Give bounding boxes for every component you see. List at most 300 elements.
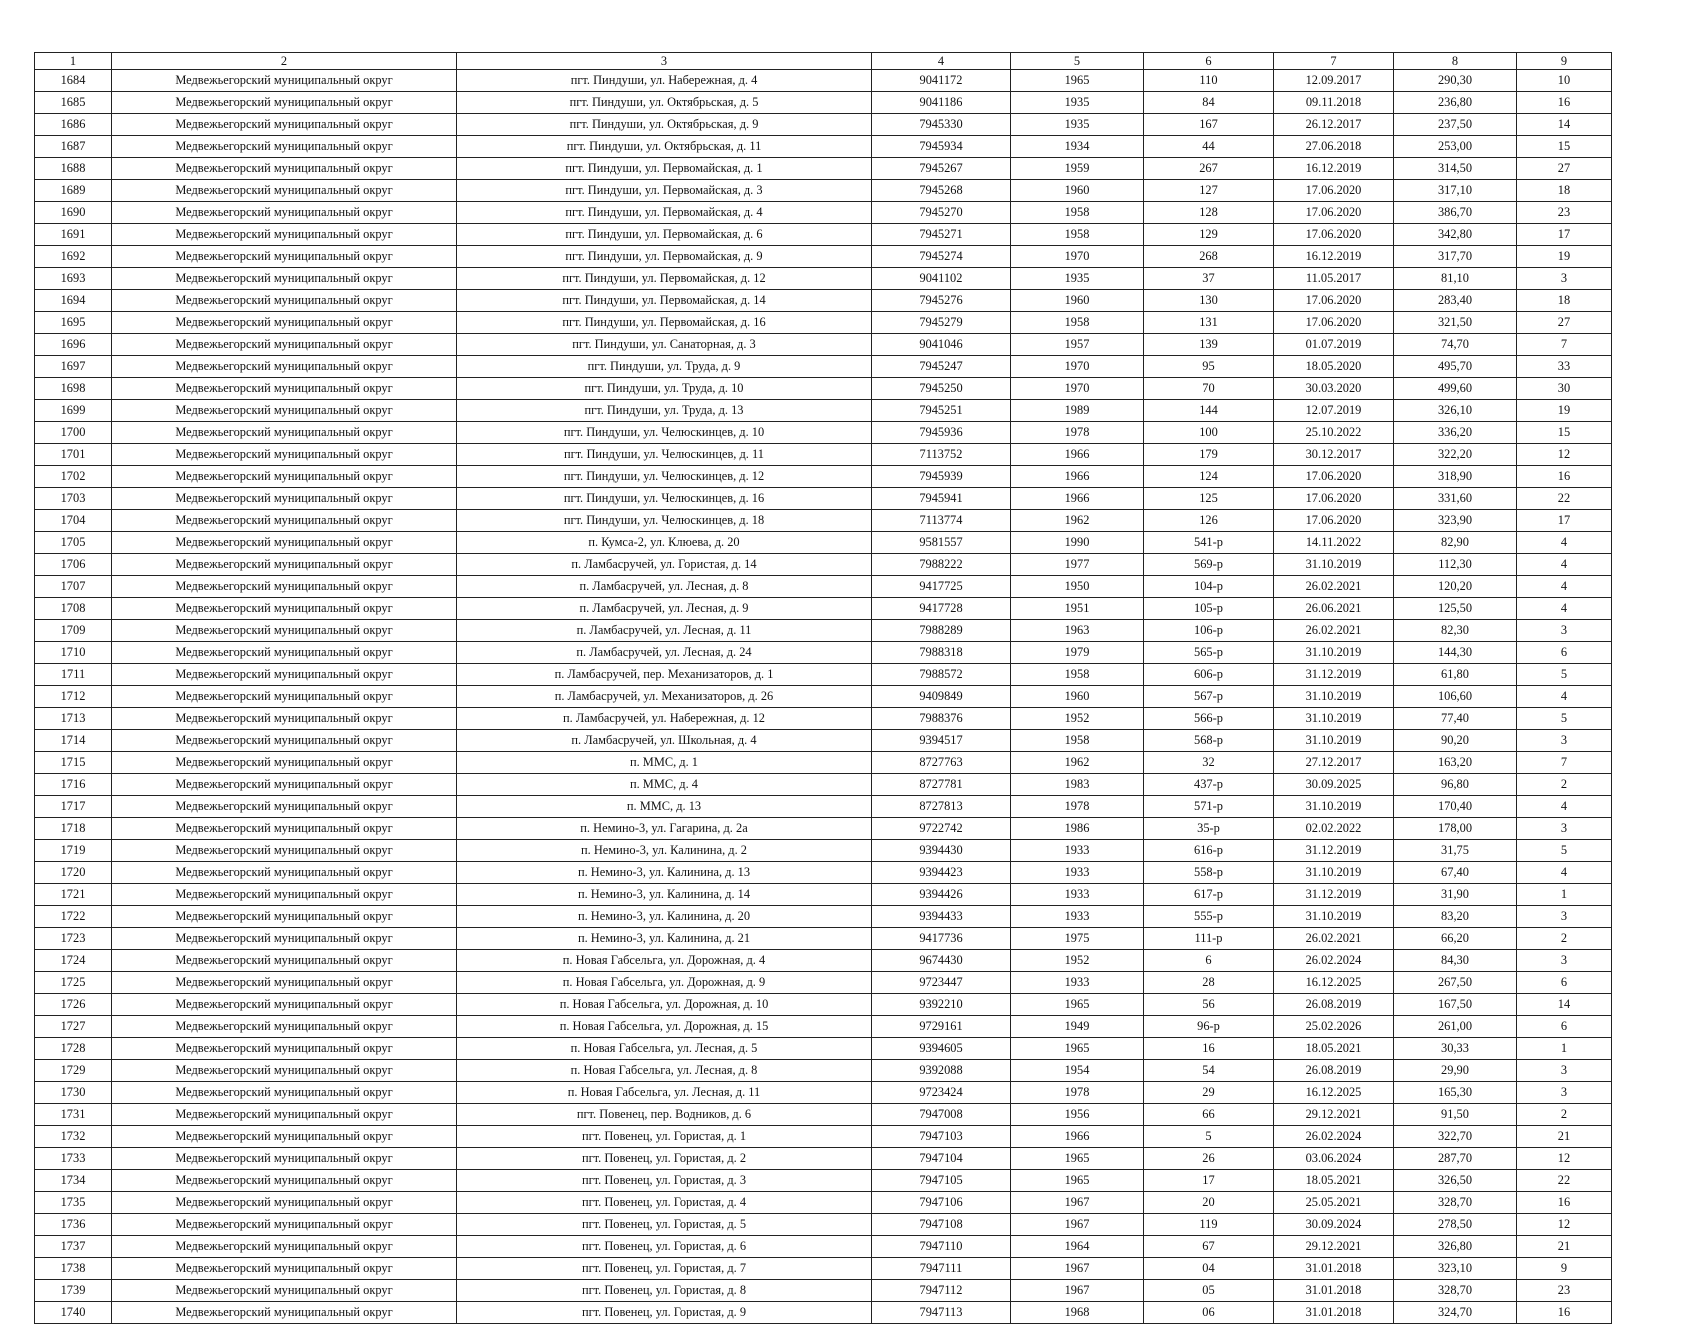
document-number-cell: 105-р	[1144, 598, 1274, 620]
address-cell: пгт. Пиндуши, ул. Труда, д. 10	[457, 378, 872, 400]
document-number-cell: 130	[1144, 290, 1274, 312]
year-built-cell: 1965	[1011, 1148, 1144, 1170]
residents-cell: 23	[1517, 202, 1612, 224]
building-id-cell: 7945268	[872, 180, 1011, 202]
year-built-cell: 1935	[1011, 114, 1144, 136]
building-id-cell: 7945247	[872, 356, 1011, 378]
address-cell: пгт. Пиндуши, ул. Челюскинцев, д. 10	[457, 422, 872, 444]
row-number-cell: 1689	[35, 180, 112, 202]
residents-cell: 4	[1517, 576, 1612, 598]
table-row	[35, 664, 1612, 686]
building-id-cell: 9394426	[872, 884, 1011, 906]
table-row	[35, 202, 1612, 224]
district-cell: Медвежьегорский муниципальный округ	[112, 818, 457, 840]
building-id-cell: 9041102	[872, 268, 1011, 290]
residents-cell: 9	[1517, 1258, 1612, 1280]
residents-cell: 1	[1517, 1038, 1612, 1060]
column-header: 7	[1274, 53, 1394, 70]
address-cell: пгт. Повенец, ул. Гористая, д. 7	[457, 1258, 872, 1280]
year-built-cell: 1956	[1011, 1104, 1144, 1126]
document-number-cell: 606-р	[1144, 664, 1274, 686]
building-id-cell: 9417728	[872, 598, 1011, 620]
row-number-cell: 1686	[35, 114, 112, 136]
date-cell: 31.01.2018	[1274, 1280, 1394, 1302]
date-cell: 12.09.2017	[1274, 70, 1394, 92]
area-cell: 342,80	[1394, 224, 1517, 246]
building-id-cell: 7947110	[872, 1236, 1011, 1258]
document-number-cell: 124	[1144, 466, 1274, 488]
date-cell: 11.05.2017	[1274, 268, 1394, 290]
year-built-cell: 1933	[1011, 884, 1144, 906]
address-cell: пгт. Пиндуши, ул. Набережная, д. 4	[457, 70, 872, 92]
area-cell: 290,30	[1394, 70, 1517, 92]
building-id-cell: 9394430	[872, 840, 1011, 862]
date-cell: 16.12.2019	[1274, 246, 1394, 268]
date-cell: 02.02.2022	[1274, 818, 1394, 840]
document-number-cell: 104-р	[1144, 576, 1274, 598]
row-number-cell: 1710	[35, 642, 112, 664]
residents-cell: 3	[1517, 1060, 1612, 1082]
date-cell: 31.10.2019	[1274, 686, 1394, 708]
residents-cell: 7	[1517, 752, 1612, 774]
date-cell: 26.02.2021	[1274, 576, 1394, 598]
year-built-cell: 1954	[1011, 1060, 1144, 1082]
date-cell: 27.06.2018	[1274, 136, 1394, 158]
year-built-cell: 1966	[1011, 1126, 1144, 1148]
district-cell: Медвежьегорский муниципальный округ	[112, 378, 457, 400]
building-id-cell: 9417725	[872, 576, 1011, 598]
table-row	[35, 1280, 1612, 1302]
area-cell: 90,20	[1394, 730, 1517, 752]
date-cell: 31.10.2019	[1274, 554, 1394, 576]
address-cell: пгт. Пиндуши, ул. Челюскинцев, д. 18	[457, 510, 872, 532]
table-row	[35, 1192, 1612, 1214]
area-cell: 323,10	[1394, 1258, 1517, 1280]
date-cell: 31.12.2019	[1274, 664, 1394, 686]
building-id-cell: 7945267	[872, 158, 1011, 180]
address-cell: пгт. Пиндуши, ул. Санаторная, д. 3	[457, 334, 872, 356]
residents-cell: 19	[1517, 400, 1612, 422]
address-cell: п. Немино-3, ул. Калинина, д. 20	[457, 906, 872, 928]
document-number-cell: 617-р	[1144, 884, 1274, 906]
date-cell: 31.10.2019	[1274, 708, 1394, 730]
building-id-cell: 7945274	[872, 246, 1011, 268]
row-number-cell: 1712	[35, 686, 112, 708]
document-number-cell: 06	[1144, 1302, 1274, 1324]
area-cell: 328,70	[1394, 1280, 1517, 1302]
year-built-cell: 1951	[1011, 598, 1144, 620]
building-id-cell: 7947103	[872, 1126, 1011, 1148]
building-id-cell: 7945936	[872, 422, 1011, 444]
housing-registry-table	[34, 52, 1612, 1324]
date-cell: 30.03.2020	[1274, 378, 1394, 400]
area-cell: 163,20	[1394, 752, 1517, 774]
year-built-cell: 1990	[1011, 532, 1144, 554]
address-cell: п. ММС, д. 1	[457, 752, 872, 774]
table-row	[35, 224, 1612, 246]
district-cell: Медвежьегорский муниципальный округ	[112, 1192, 457, 1214]
table-row	[35, 1104, 1612, 1126]
row-number-cell: 1738	[35, 1258, 112, 1280]
document-number-cell: 125	[1144, 488, 1274, 510]
table-row	[35, 1126, 1612, 1148]
year-built-cell: 1978	[1011, 1082, 1144, 1104]
date-cell: 14.11.2022	[1274, 532, 1394, 554]
table-row	[35, 818, 1612, 840]
column-header: 8	[1394, 53, 1517, 70]
table-row	[35, 1214, 1612, 1236]
document-number-cell: 37	[1144, 268, 1274, 290]
year-built-cell: 1958	[1011, 664, 1144, 686]
building-id-cell: 7945251	[872, 400, 1011, 422]
building-id-cell: 7945934	[872, 136, 1011, 158]
address-cell: пгт. Пиндуши, ул. Челюскинцев, д. 16	[457, 488, 872, 510]
residents-cell: 15	[1517, 136, 1612, 158]
building-id-cell: 9581557	[872, 532, 1011, 554]
building-id-cell: 9722742	[872, 818, 1011, 840]
residents-cell: 27	[1517, 312, 1612, 334]
district-cell: Медвежьегорский муниципальный округ	[112, 1038, 457, 1060]
row-number-cell: 1685	[35, 92, 112, 114]
year-built-cell: 1965	[1011, 1170, 1144, 1192]
table-row	[35, 1302, 1612, 1324]
area-cell: 66,20	[1394, 928, 1517, 950]
residents-cell: 4	[1517, 796, 1612, 818]
district-cell: Медвежьегорский муниципальный округ	[112, 994, 457, 1016]
district-cell: Медвежьегорский муниципальный округ	[112, 598, 457, 620]
table-row	[35, 862, 1612, 884]
residents-cell: 22	[1517, 488, 1612, 510]
date-cell: 29.12.2021	[1274, 1104, 1394, 1126]
table-row	[35, 1082, 1612, 1104]
area-cell: 165,30	[1394, 1082, 1517, 1104]
document-number-cell: 267	[1144, 158, 1274, 180]
residents-cell: 30	[1517, 378, 1612, 400]
table-row	[35, 246, 1612, 268]
row-number-cell: 1691	[35, 224, 112, 246]
district-cell: Медвежьегорский муниципальный округ	[112, 334, 457, 356]
building-id-cell: 9729161	[872, 1016, 1011, 1038]
area-cell: 91,50	[1394, 1104, 1517, 1126]
row-number-cell: 1716	[35, 774, 112, 796]
address-cell: пгт. Пиндуши, ул. Первомайская, д. 14	[457, 290, 872, 312]
building-id-cell: 7947008	[872, 1104, 1011, 1126]
district-cell: Медвежьегорский муниципальный округ	[112, 862, 457, 884]
row-number-cell: 1730	[35, 1082, 112, 1104]
residents-cell: 3	[1517, 730, 1612, 752]
district-cell: Медвежьегорский муниципальный округ	[112, 1258, 457, 1280]
residents-cell: 6	[1517, 1016, 1612, 1038]
date-cell: 16.12.2025	[1274, 1082, 1394, 1104]
district-cell: Медвежьегорский муниципальный округ	[112, 1016, 457, 1038]
document-number-cell: 128	[1144, 202, 1274, 224]
table-row	[35, 400, 1612, 422]
table-row	[35, 136, 1612, 158]
row-number-cell: 1729	[35, 1060, 112, 1082]
area-cell: 74,70	[1394, 334, 1517, 356]
date-cell: 18.05.2021	[1274, 1038, 1394, 1060]
date-cell: 30.12.2017	[1274, 444, 1394, 466]
district-cell: Медвежьегорский муниципальный округ	[112, 1082, 457, 1104]
area-cell: 29,90	[1394, 1060, 1517, 1082]
date-cell: 31.10.2019	[1274, 906, 1394, 928]
area-cell: 326,50	[1394, 1170, 1517, 1192]
document-number-cell: 20	[1144, 1192, 1274, 1214]
building-id-cell: 7947106	[872, 1192, 1011, 1214]
year-built-cell: 1933	[1011, 862, 1144, 884]
date-cell: 03.06.2024	[1274, 1148, 1394, 1170]
document-number-cell: 568-р	[1144, 730, 1274, 752]
address-cell: п. Новая Габсельга, ул. Лесная, д. 5	[457, 1038, 872, 1060]
building-id-cell: 9417736	[872, 928, 1011, 950]
building-id-cell: 9394605	[872, 1038, 1011, 1060]
table-row	[35, 994, 1612, 1016]
residents-cell: 12	[1517, 444, 1612, 466]
year-built-cell: 1966	[1011, 466, 1144, 488]
district-cell: Медвежьегорский муниципальный округ	[112, 400, 457, 422]
district-cell: Медвежьегорский муниципальный округ	[112, 1236, 457, 1258]
area-cell: 261,00	[1394, 1016, 1517, 1038]
building-id-cell: 7947108	[872, 1214, 1011, 1236]
row-number-cell: 1706	[35, 554, 112, 576]
building-id-cell: 9041172	[872, 70, 1011, 92]
table-row	[35, 1258, 1612, 1280]
address-cell: пгт. Повенец, ул. Гористая, д. 1	[457, 1126, 872, 1148]
district-cell: Медвежьегорский муниципальный округ	[112, 1170, 457, 1192]
document-number-cell: 04	[1144, 1258, 1274, 1280]
district-cell: Медвежьегорский муниципальный округ	[112, 70, 457, 92]
address-cell: п. Ламбасручей, ул. Лесная, д. 9	[457, 598, 872, 620]
date-cell: 17.06.2020	[1274, 290, 1394, 312]
district-cell: Медвежьегорский муниципальный округ	[112, 1214, 457, 1236]
table-row	[35, 840, 1612, 862]
building-id-cell: 7988376	[872, 708, 1011, 730]
address-cell: пгт. Повенец, пер. Водников, д. 6	[457, 1104, 872, 1126]
document-number-cell: 139	[1144, 334, 1274, 356]
address-cell: п. Новая Габсельга, ул. Дорожная, д. 15	[457, 1016, 872, 1038]
table-row	[35, 466, 1612, 488]
document-number-cell: 119	[1144, 1214, 1274, 1236]
area-cell: 83,20	[1394, 906, 1517, 928]
residents-cell: 33	[1517, 356, 1612, 378]
district-cell: Медвежьегорский муниципальный округ	[112, 356, 457, 378]
document-number-cell: 84	[1144, 92, 1274, 114]
date-cell: 31.10.2019	[1274, 862, 1394, 884]
district-cell: Медвежьегорский муниципальный округ	[112, 1148, 457, 1170]
district-cell: Медвежьегорский муниципальный округ	[112, 312, 457, 334]
residents-cell: 2	[1517, 1104, 1612, 1126]
document-number-cell: 6	[1144, 950, 1274, 972]
date-cell: 30.09.2024	[1274, 1214, 1394, 1236]
document-number-cell: 111-р	[1144, 928, 1274, 950]
area-cell: 283,40	[1394, 290, 1517, 312]
row-number-cell: 1715	[35, 752, 112, 774]
residents-cell: 3	[1517, 1082, 1612, 1104]
residents-cell: 14	[1517, 994, 1612, 1016]
district-cell: Медвежьегорский муниципальный округ	[112, 840, 457, 862]
address-cell: п. ММС, д. 4	[457, 774, 872, 796]
year-built-cell: 1989	[1011, 400, 1144, 422]
row-number-cell: 1739	[35, 1280, 112, 1302]
year-built-cell: 1970	[1011, 378, 1144, 400]
document-number-cell: 29	[1144, 1082, 1274, 1104]
year-built-cell: 1933	[1011, 906, 1144, 928]
area-cell: 322,70	[1394, 1126, 1517, 1148]
row-number-cell: 1722	[35, 906, 112, 928]
year-built-cell: 1967	[1011, 1258, 1144, 1280]
document-number-cell: 67	[1144, 1236, 1274, 1258]
district-cell: Медвежьегорский муниципальный округ	[112, 1104, 457, 1126]
area-cell: 495,70	[1394, 356, 1517, 378]
document-number-cell: 32	[1144, 752, 1274, 774]
address-cell: пгт. Пиндуши, ул. Челюскинцев, д. 11	[457, 444, 872, 466]
building-id-cell: 7945270	[872, 202, 1011, 224]
date-cell: 18.05.2021	[1274, 1170, 1394, 1192]
address-cell: п. ММС, д. 13	[457, 796, 872, 818]
year-built-cell: 1983	[1011, 774, 1144, 796]
address-cell: пгт. Пиндуши, ул. Первомайская, д. 16	[457, 312, 872, 334]
residents-cell: 4	[1517, 598, 1612, 620]
building-id-cell: 7945250	[872, 378, 1011, 400]
district-cell: Медвежьегорский муниципальный округ	[112, 246, 457, 268]
row-number-cell: 1732	[35, 1126, 112, 1148]
address-cell: п. Кумса-2, ул. Клюева, д. 20	[457, 532, 872, 554]
date-cell: 17.06.2020	[1274, 202, 1394, 224]
date-cell: 09.11.2018	[1274, 92, 1394, 114]
document-number-cell: 54	[1144, 1060, 1274, 1082]
row-number-cell: 1727	[35, 1016, 112, 1038]
document-number-cell: 571-р	[1144, 796, 1274, 818]
district-cell: Медвежьегорский муниципальный округ	[112, 554, 457, 576]
address-cell: пгт. Пиндуши, ул. Труда, д. 13	[457, 400, 872, 422]
residents-cell: 3	[1517, 950, 1612, 972]
date-cell: 26.02.2021	[1274, 620, 1394, 642]
date-cell: 26.12.2017	[1274, 114, 1394, 136]
year-built-cell: 1933	[1011, 972, 1144, 994]
building-id-cell: 8727813	[872, 796, 1011, 818]
address-cell: пгт. Повенец, ул. Гористая, д. 2	[457, 1148, 872, 1170]
column-header: 3	[457, 53, 872, 70]
column-header: 6	[1144, 53, 1274, 70]
year-built-cell: 1967	[1011, 1280, 1144, 1302]
date-cell: 17.06.2020	[1274, 466, 1394, 488]
row-number-cell: 1703	[35, 488, 112, 510]
building-id-cell: 7947112	[872, 1280, 1011, 1302]
row-number-cell: 1702	[35, 466, 112, 488]
date-cell: 17.06.2020	[1274, 510, 1394, 532]
building-id-cell: 7945941	[872, 488, 1011, 510]
table-row	[35, 92, 1612, 114]
district-cell: Медвежьегорский муниципальный округ	[112, 1060, 457, 1082]
address-cell: пгт. Повенец, ул. Гористая, д. 4	[457, 1192, 872, 1214]
date-cell: 25.10.2022	[1274, 422, 1394, 444]
residents-cell: 4	[1517, 686, 1612, 708]
residents-cell: 22	[1517, 1170, 1612, 1192]
district-cell: Медвежьегорский муниципальный округ	[112, 532, 457, 554]
document-number-cell: 541-р	[1144, 532, 1274, 554]
district-cell: Медвежьегорский муниципальный округ	[112, 774, 457, 796]
row-number-cell: 1717	[35, 796, 112, 818]
address-cell: пгт. Пиндуши, ул. Труда, д. 9	[457, 356, 872, 378]
document-number-cell: 5	[1144, 1126, 1274, 1148]
document-number-cell: 167	[1144, 114, 1274, 136]
address-cell: пгт. Пиндуши, ул. Первомайская, д. 6	[457, 224, 872, 246]
residents-cell: 16	[1517, 92, 1612, 114]
area-cell: 322,20	[1394, 444, 1517, 466]
table-row	[35, 774, 1612, 796]
area-cell: 237,50	[1394, 114, 1517, 136]
district-cell: Медвежьегорский муниципальный округ	[112, 202, 457, 224]
date-cell: 17.06.2020	[1274, 312, 1394, 334]
district-cell: Медвежьегорский муниципальный округ	[112, 268, 457, 290]
year-built-cell: 1970	[1011, 356, 1144, 378]
row-number-cell: 1737	[35, 1236, 112, 1258]
area-cell: 96,80	[1394, 774, 1517, 796]
area-cell: 77,40	[1394, 708, 1517, 730]
address-cell: пгт. Пиндуши, ул. Октябрьская, д. 11	[457, 136, 872, 158]
document-number-cell: 110	[1144, 70, 1274, 92]
year-built-cell: 1986	[1011, 818, 1144, 840]
address-cell: п. Немино-3, ул. Калинина, д. 21	[457, 928, 872, 950]
document-number-cell: 28	[1144, 972, 1274, 994]
year-built-cell: 1933	[1011, 840, 1144, 862]
district-cell: Медвежьегорский муниципальный округ	[112, 180, 457, 202]
table-row	[35, 928, 1612, 950]
residents-cell: 1	[1517, 884, 1612, 906]
building-id-cell: 9723447	[872, 972, 1011, 994]
document-number-cell: 129	[1144, 224, 1274, 246]
address-cell: п. Ламбасручей, ул. Механизаторов, д. 26	[457, 686, 872, 708]
building-id-cell: 7947113	[872, 1302, 1011, 1324]
district-cell: Медвежьегорский муниципальный округ	[112, 730, 457, 752]
building-id-cell: 7945271	[872, 224, 1011, 246]
date-cell: 25.05.2021	[1274, 1192, 1394, 1214]
area-cell: 30,33	[1394, 1038, 1517, 1060]
document-number-cell: 17	[1144, 1170, 1274, 1192]
address-cell: п. Ламбасручей, ул. Лесная, д. 11	[457, 620, 872, 642]
row-number-cell: 1708	[35, 598, 112, 620]
district-cell: Медвежьегорский муниципальный округ	[112, 752, 457, 774]
address-cell: пгт. Пиндуши, ул. Первомайская, д. 3	[457, 180, 872, 202]
date-cell: 31.10.2019	[1274, 730, 1394, 752]
year-built-cell: 1959	[1011, 158, 1144, 180]
district-cell: Медвежьегорский муниципальный округ	[112, 884, 457, 906]
building-id-cell: 7945330	[872, 114, 1011, 136]
year-built-cell: 1967	[1011, 1214, 1144, 1236]
row-number-cell: 1700	[35, 422, 112, 444]
table-row	[35, 510, 1612, 532]
date-cell: 17.06.2020	[1274, 488, 1394, 510]
residents-cell: 5	[1517, 708, 1612, 730]
document-number-cell: 05	[1144, 1280, 1274, 1302]
row-number-cell: 1735	[35, 1192, 112, 1214]
area-cell: 106,60	[1394, 686, 1517, 708]
area-cell: 253,00	[1394, 136, 1517, 158]
residents-cell: 12	[1517, 1214, 1612, 1236]
row-number-cell: 1719	[35, 840, 112, 862]
document-number-cell: 126	[1144, 510, 1274, 532]
district-cell: Медвежьегорский муниципальный округ	[112, 686, 457, 708]
district-cell: Медвежьегорский муниципальный округ	[112, 158, 457, 180]
building-id-cell: 7945939	[872, 466, 1011, 488]
address-cell: пгт. Повенец, ул. Гористая, д. 9	[457, 1302, 872, 1324]
address-cell: п. Ламбасручей, ул. Набережная, д. 12	[457, 708, 872, 730]
date-cell: 31.10.2019	[1274, 796, 1394, 818]
row-number-cell: 1721	[35, 884, 112, 906]
year-built-cell: 1979	[1011, 642, 1144, 664]
year-built-cell: 1966	[1011, 444, 1144, 466]
row-number-cell: 1701	[35, 444, 112, 466]
